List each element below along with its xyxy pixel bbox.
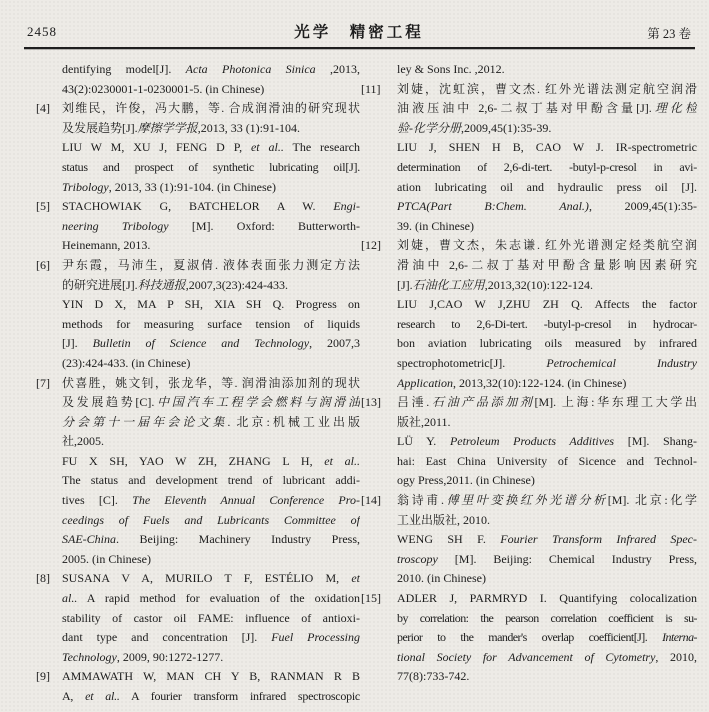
reference-text [62,60,360,99]
reference-line: A, et al.. A fourier transform infrared spectroscopic [62,689,360,703]
reference-number: [13] [361,395,381,410]
reference-number: [9] [36,669,50,684]
reference-line: tional Society for Advancement of Cytometry, 2010, [397,649,697,664]
reference-number [361,60,397,80]
reference-text [397,80,697,237]
reference-line: 社,2005. [62,434,105,449]
reference-text [397,589,697,687]
reference-line: hai: East China University of Sicence and Technol- [397,453,697,468]
reference-text [62,99,360,197]
references-column-left [36,60,360,707]
reference-line: research to 2,6-Di-tert. -butyl-p-cresol in hydrocar- [397,316,697,331]
reference-item [36,60,360,99]
reference-line: 工业出版社, 2010. [397,512,491,527]
page-header [25,20,693,44]
reference-item [361,589,697,687]
reference-line: 刘维民，许俊，冯大鹏，等. 合成润滑油的研究现状 [62,101,360,116]
reference-line: determination of 2,6-di-tert. -butyl-p-cresol in avi- [397,159,697,174]
reference-item [36,99,360,197]
reference-line: 39. (in Chinese) [397,218,474,233]
reference-line: [J].石油化工应用,2013,32(10):122-124. [397,277,594,292]
reference-text [397,236,697,393]
reference-line: 版社,2011. [397,414,451,429]
reference-line: 分会第十一届年会论文集. 北京:机械工业出版 [62,414,360,429]
reference-number: [6] [36,257,50,272]
reference-number: [12] [361,238,381,253]
reference-text [397,60,697,80]
reference-line: al.. A rapid method for evaluation of the oxidation [62,591,360,606]
reference-number: [5] [36,199,50,214]
reference-line: Tribology, 2013, 33 (1):91-104. (in Chinese) [62,179,276,194]
reference-line: methods for measuring surface tension of liquids [62,316,360,331]
reference-line: 2010. (in Chinese) [397,571,486,586]
reference-line: Heinemann, 2013. [62,238,151,253]
reference-line: AMMAWATH W, MAN CH Y B, RANMAN R B [62,669,360,684]
reference-item [36,667,360,706]
reference-text [397,393,697,491]
references-column-right [361,60,697,687]
reference-line: SAE-China. Beijing: Machinery Industry Press, [62,532,360,547]
reference-item [361,60,697,80]
reference-line: WENG SH F. Fourier Transform Infrared Spec- [397,532,697,547]
reference-line: LIU J, SHEN H B, CAO W J. IR-spectrometric [397,140,697,155]
reference-number: [14] [361,493,381,508]
reference-line: PTCA(Part B:Chem. Anal.), 2009,45(1):35- [397,199,697,214]
reference-text [62,569,360,667]
reference-line: ogy Press,2011. (in Chinese) [397,473,535,488]
reference-line: 吕涶.石油产品添加剂[M]. 上海:华东理工大学出 [397,395,697,410]
reference-line: 及发展趋势[J].摩擦学学报,2013, 33 (1):91-104. [62,120,301,135]
reference-item [361,491,697,589]
volume-label: 第 23 卷 [647,27,691,41]
reference-line: 的研究进展[J].科技通报,2007,3(23):424-433. [62,277,289,292]
reference-text [62,197,360,256]
header-rule [24,47,695,49]
reference-line: dentifying model[J]. Acta Photonica Sinica ,2013, [62,62,360,76]
reference-line: bon aviation lubricating oils measured by infrared [397,336,697,351]
reference-line: 77(8):733-742. [397,669,470,684]
reference-line: The status and development trend of lubricant addi- [62,473,360,488]
reference-item [36,374,360,570]
reference-item [36,197,360,256]
reference-line: tives [C]. The Eleventh Annual Conference Pro- [62,493,360,508]
reference-item [361,393,697,491]
reference-text [62,374,360,570]
reference-line: by correlation: the pearson correlation coefficient is su- [397,610,697,625]
reference-line: 2005. (in Chinese) [62,551,151,566]
reference-line: 滑油中 2,6-二叔丁基对甲酚含量影响因素研究 [397,257,697,272]
reference-number: [8] [36,571,50,586]
reference-line: troscopy [M]. Beijing: Chemical Industry Press, [397,551,697,566]
reference-item [36,256,360,374]
reference-line: STACHOWIAK G, BATCHELOR A W. Engi- [62,199,360,214]
reference-line: 验-化学分册,2009,45(1):35-39. [397,120,552,135]
reference-line: Technology, 2009, 90:1272-1277. [62,649,224,664]
reference-item [36,569,360,667]
reference-line: status and prospect of synthetic lubricating oil[J]. [62,159,360,174]
reference-item [361,80,697,237]
reference-line: 翁诗甫.傅里叶变换红外光谱分析[M]. 北京:化学 [397,493,697,508]
reference-line: 油液压油中 2,6-二叔丁基对甲酚含量[J].理化检 [397,101,697,116]
reference-line: ation lubricating oil and hydraulic press oil [J]. [397,179,697,194]
reference-line: ceedings of Fuels and Lubricants Committee of [62,512,360,527]
reference-line: ADLER J, PARMRYD I. Quantifying colocalization [397,591,697,606]
reference-line: dant type and concentration [J]. Fuel Processing [62,630,360,645]
reference-line: SUSANA V A, MURILO T F, ESTÉLIO M, et [62,571,360,586]
reference-number: [15] [361,591,381,606]
reference-number: [11] [361,81,381,96]
reference-line: YIN D X, MA P SH, XIA SH Q. Progress on [62,297,360,312]
reference-line: 刘婕，沈虹滨，曹文杰. 红外光谱法测定航空润滑 [397,81,697,96]
reference-line: 刘婕，曹文杰，朱志谦. 红外光谱测定烃类航空润 [397,238,697,253]
reference-item [361,236,697,393]
reference-text [62,667,360,706]
reference-text [62,256,360,374]
page-number: 2458 [27,24,57,39]
reference-line: 伏喜胜，姚文钊，张龙华，等. 润滑油添加剂的现状 [62,375,360,390]
reference-line: (23):424-433. (in Chinese) [62,355,191,370]
reference-text [397,491,697,589]
reference-line: LIU J,CAO W J,ZHU ZH Q. Affects the factor [397,297,697,312]
reference-line: FU X SH, YAO W ZH, ZHANG L H, et al.. [62,453,360,468]
journal-title: 光学 精密工程 [294,24,424,41]
reference-line: 及发展趋势[C].中国汽车工程学会燃料与润滑油 [62,395,360,410]
reference-line: perior to the mander's overlap coefficient[J]. Interna- [397,630,697,645]
reference-line: 尹东霞，马沛生，夏淑倩. 液体表面张力测定方法 [62,257,360,272]
reference-line: spectrophotometric[J]. Petrochemical Industry [397,355,697,370]
reference-number: [7] [36,375,50,390]
reference-line: stability of castor oil FAME: influence of antioxi- [62,610,360,625]
reference-line: neering Tribology [M]. Oxford: Butterworth- [62,218,360,233]
reference-number [36,60,62,99]
reference-line: [J]. Bulletin of Science and Technology, 2007,3 [62,336,360,351]
reference-line: LÜ Y. Petroleum Products Additives [M]. Shang- [397,434,697,449]
reference-line: LIU W M, XU J, FENG D P, et al.. The research [62,140,360,155]
reference-line: 43(2):0230001-1-0230001-5. (in Chinese) [62,81,265,96]
reference-number: [4] [36,101,50,116]
reference-line: Application, 2013,32(10):122-124. (in Chinese) [397,375,627,390]
reference-line: ley & Sons Inc. ,2012. [397,62,505,76]
